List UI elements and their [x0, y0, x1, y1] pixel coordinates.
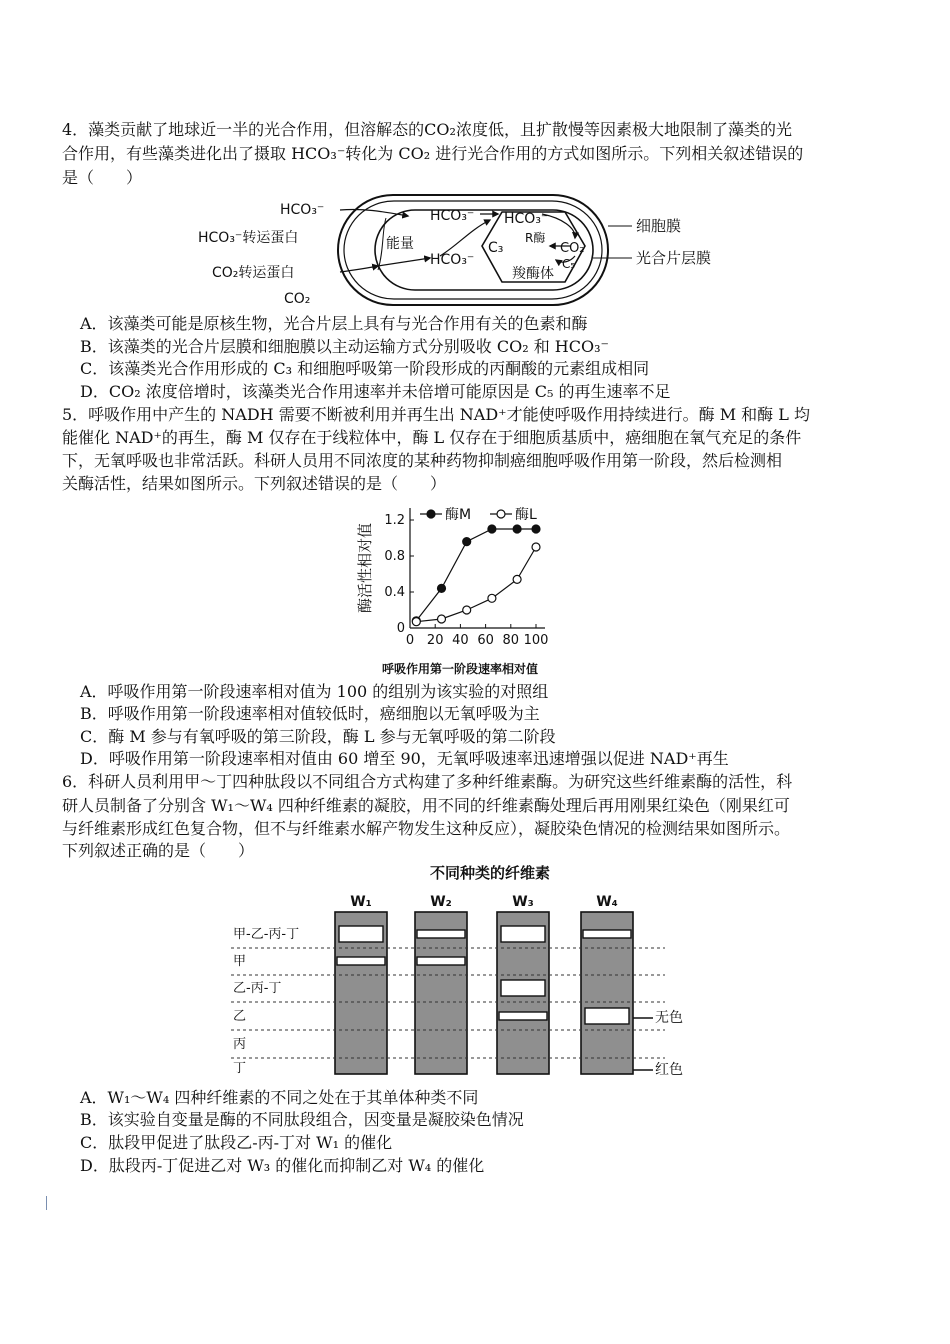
- gel-column-label: W₃: [512, 894, 534, 910]
- legend-label: 酶M: [445, 507, 472, 523]
- gel-colorless-band: [339, 926, 383, 942]
- enzyme-l-data-point: [412, 618, 420, 626]
- arrow-hco3-upward: [440, 220, 490, 256]
- q6-stem-line-2: 研人员制备了分别含 W₁～W₄ 四种纤维素的凝胶，用不同的纤维素酶处理后再用刚果红染色（刚果红可: [62, 796, 790, 815]
- label-energy: 能量: [386, 236, 414, 252]
- y-tick-label: 0.4: [384, 585, 405, 600]
- y-axis-label: 酶活性相对值: [356, 522, 374, 614]
- label-hco3-inner: HCO₃⁻: [504, 211, 549, 227]
- enzyme-activity-chart: [340, 500, 580, 680]
- q4-stem-line-3: 是（ ）: [62, 168, 143, 187]
- gel-title: 不同种类的纤维素: [429, 864, 551, 882]
- label-co2-inner: CO₂: [560, 241, 585, 256]
- gel-colorless-band: [583, 930, 631, 938]
- y-tick-label: 1.2: [384, 513, 405, 528]
- gel-colorless-band: [585, 1008, 629, 1024]
- q5-option-b: B．呼吸作用第一阶段速率相对值较低时，癌细胞以无氧呼吸为主: [80, 704, 540, 723]
- q5-option-d: D．呼吸作用第一阶段速率相对值由 60 增至 90，无氧呼吸速率迅速增强以促进 NAD⁺再生: [80, 749, 729, 768]
- x-tick-label: 0: [405, 633, 415, 648]
- label-r-enzyme: R酶: [525, 231, 546, 245]
- text-cursor-mark: [46, 1196, 47, 1210]
- enzyme-l-data-point: [463, 606, 471, 614]
- label-photosynthetic-membrane: 光合片层膜: [636, 249, 712, 267]
- gel-row-label: 丙: [233, 1037, 247, 1052]
- label-hco3-outer: HCO₃⁻: [280, 202, 325, 218]
- algae-carbon-uptake-diagram: [190, 190, 750, 315]
- x-axis-label: 呼吸作用第一阶段速率相对值: [381, 662, 539, 676]
- q6-option-d: D．肽段丙-丁促进乙对 W₃ 的催化而抑制乙对 W₄ 的催化: [80, 1156, 485, 1175]
- gel-row-label: 丁: [233, 1061, 247, 1076]
- gel-column-label: W₂: [430, 894, 452, 910]
- enzyme-m-data-point: [513, 525, 521, 533]
- gel-column-label: W₄: [596, 894, 618, 910]
- gel-colorless-band: [501, 980, 545, 996]
- label-co2-transporter: CO₂转运蛋白: [212, 265, 295, 281]
- enzyme-m-data-point: [532, 525, 540, 533]
- gel-row-label: 乙: [233, 1009, 247, 1024]
- gel-column-label: W₁: [350, 894, 372, 910]
- q5-stem-line-4: 关酶活性，结果如图所示。下列叙述错误的是（ ）: [62, 474, 447, 493]
- label-hco3-transporter: HCO₃⁻转运蛋白: [198, 230, 299, 246]
- q4-option-d: D．CO₂ 浓度倍增时，该藻类光合作用速率并未倍增可能原因是 C₅ 的再生速率不足: [80, 382, 671, 401]
- label-cell-membrane: 细胞膜: [636, 217, 682, 235]
- gel-staining-figure: [225, 860, 705, 1082]
- y-tick-label: 0: [396, 621, 405, 636]
- enzyme-m-data-point: [438, 584, 446, 592]
- enzyme-l-data-point: [513, 575, 521, 583]
- gel-colorless-band: [499, 1012, 547, 1020]
- q5-option-c: C．酶 M 参与有氧呼吸的第三阶段，酶 L 参与无氧呼吸的第二阶段: [80, 727, 556, 746]
- legend-label: 酶L: [515, 507, 537, 523]
- enzyme-m-data-point: [488, 525, 496, 533]
- q6-option-a: A．W₁～W₄ 四种纤维素的不同之处在于其单体种类不同: [80, 1088, 479, 1107]
- q4-stem-line-1: 4．藻类贡献了地球近一半的光合作用，但溶解态的CO₂浓度低，且扩散慢等因素极大地限制了藻类的光: [62, 120, 792, 139]
- x-tick-label: 100: [523, 633, 549, 648]
- q4-option-a: A．该藻类可能是原核生物，光合片层上具有与光合作用有关的色素和酶: [80, 314, 588, 333]
- label-hco3-mid-top: HCO₃⁻: [430, 208, 475, 224]
- gel-colorless-band: [337, 957, 385, 965]
- q6-option-b: B．该实验自变量是酶的不同肽段组合，因变量是凝胶染色情况: [80, 1110, 524, 1129]
- q6-stem-line-1: 6．科研人员利用甲～丁四种肽段以不同组合方式构建了多种纤维素酶。为研究这些纤维素酶的活性，科: [62, 772, 793, 791]
- red-label: 红色: [655, 1062, 683, 1078]
- x-tick-label: 40: [452, 633, 469, 648]
- enzyme-l-data-point: [532, 543, 540, 551]
- arrow-co2-into-cell: [340, 266, 378, 272]
- y-tick-label: 0.8: [384, 549, 405, 564]
- enzyme-m-data-point: [463, 538, 471, 546]
- gel-colorless-band: [501, 926, 545, 942]
- label-co2-outer: CO₂: [284, 291, 311, 307]
- gel-colorless-band: [417, 930, 465, 938]
- q4-stem-line-2: 合作用，有些藻类进化出了摄取 HCO₃⁻转化为 CO₂ 进行光合作用的方式如图所示。下列相关叙述错误的: [62, 144, 804, 163]
- gel-row-label: 甲-乙-丙-丁: [233, 927, 300, 942]
- q6-stem-line-3: 与纤维素形成红色复合物，但不与纤维素水解产物发生这种反应），凝胶染色情况的检测结果如图所示。: [62, 819, 791, 838]
- x-tick-label: 20: [426, 633, 444, 648]
- q6-option-c: C．肽段甲促进了肽段乙-丙-丁对 W₁ 的催化: [80, 1133, 393, 1152]
- q4-option-b: B．该藻类的光合片层膜和细胞膜以主动运输方式分别吸收 CO₂ 和 HCO₃⁻: [80, 337, 609, 356]
- label-hco3-mid-bottom: HCO₃⁻: [430, 252, 475, 268]
- q4-option-c: C．该藻类光合作用形成的 C₃ 和细胞呼吸第一阶段形成的丙酮酸的元素组成相同: [80, 359, 650, 378]
- label-carboxysome: 羧酶体: [512, 266, 554, 282]
- legend-marker: [427, 510, 435, 518]
- gel-row-label: 甲: [233, 954, 247, 969]
- gel-colorless-band: [417, 957, 465, 965]
- label-c5: C₅: [562, 257, 576, 271]
- q5-stem-line-3: 下，无氧呼吸也非常活跃。科研人员用不同浓度的某种药物抑制癌细胞呼吸作用第一阶段，然后检测相: [62, 451, 783, 470]
- x-tick-label: 60: [477, 633, 494, 648]
- q5-stem-line-1: 5．呼吸作用中产生的 NADH 需要不断被利用并再生出 NAD⁺才能使呼吸作用持续进行。酶 M 和酶 L 均: [62, 405, 810, 424]
- energy-link-line: [378, 218, 386, 270]
- series-line-enzyme-l: [416, 547, 536, 622]
- gel-row-label: 乙-丙-丁: [233, 981, 282, 996]
- q6-stem-line-4: 下列叙述正确的是（ ）: [62, 841, 255, 860]
- legend-marker: [497, 510, 505, 518]
- q5-stem-line-2: 能催化 NAD⁺的再生，酶 M 仅存在于线粒体中，酶 L 仅存在于细胞质基质中，癌细胞在氧气充足的条件: [62, 428, 802, 447]
- q5-option-a: A．呼吸作用第一阶段速率相对值为 100 的组别为该实验的对照组: [80, 682, 549, 701]
- enzyme-l-data-point: [438, 615, 446, 623]
- colorless-label: 无色: [655, 1010, 683, 1026]
- x-tick-label: 80: [502, 633, 520, 648]
- enzyme-l-data-point: [488, 594, 496, 602]
- label-c3: C₃: [488, 240, 504, 256]
- arrow-co2-to-hco3: [378, 258, 430, 266]
